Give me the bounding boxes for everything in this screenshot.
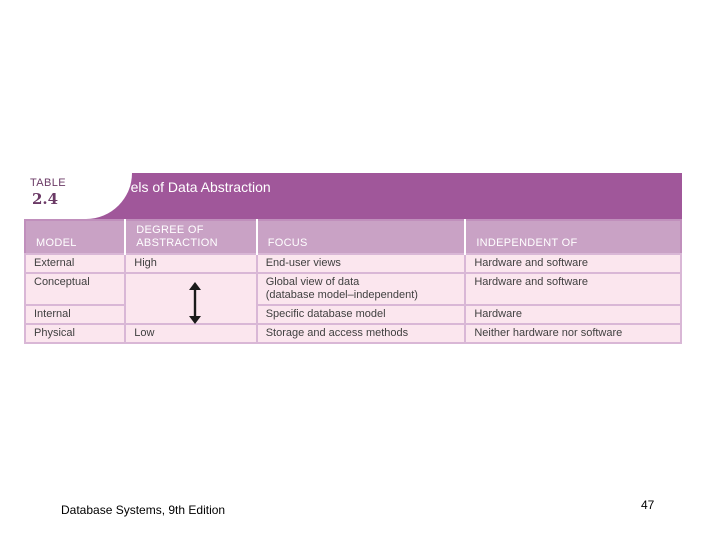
cell-model: Physical xyxy=(25,324,125,343)
cell-independent: Hardware xyxy=(465,305,681,324)
header-model: MODEL xyxy=(25,220,125,254)
cell-model: External xyxy=(25,254,125,273)
abstraction-table xyxy=(24,219,682,344)
data-abstraction-table-figure xyxy=(24,173,682,345)
cell-degree-arrow xyxy=(125,273,256,324)
cell-independent: Hardware and software xyxy=(465,273,681,305)
table-label-number: 2.4 xyxy=(32,190,59,208)
cell-model: Conceptual xyxy=(25,273,125,305)
table-title: Levels of Data Abstraction xyxy=(108,179,271,195)
cell-independent: Hardware and software xyxy=(465,254,681,273)
table-header-row xyxy=(25,220,681,254)
cell-independent: Neither hardware nor software xyxy=(465,324,681,343)
cell-focus: Storage and access methods xyxy=(257,324,466,343)
cell-model: Internal xyxy=(25,305,125,324)
table-row xyxy=(25,273,681,305)
header-focus: FOCUS xyxy=(257,220,466,254)
table-row xyxy=(25,305,681,324)
table-row xyxy=(25,324,681,343)
cell-focus: Specific database model xyxy=(257,305,466,324)
cell-focus: End-user views xyxy=(257,254,466,273)
header-degree: DEGREE OF ABSTRACTION xyxy=(125,220,256,254)
header-independent: INDEPENDENT OF xyxy=(465,220,681,254)
double-arrow-icon xyxy=(188,282,202,324)
cell-degree: High xyxy=(125,254,256,273)
table-title-bar xyxy=(24,173,682,219)
table-row xyxy=(25,254,681,273)
cell-degree: Low xyxy=(125,324,256,343)
footer-book-title: Database Systems, 9th Edition xyxy=(61,503,226,517)
table-label-word: TABLE xyxy=(30,177,67,189)
page-number: 47 xyxy=(641,498,655,512)
cell-focus: Global view of data (database model–independent) xyxy=(257,273,466,305)
